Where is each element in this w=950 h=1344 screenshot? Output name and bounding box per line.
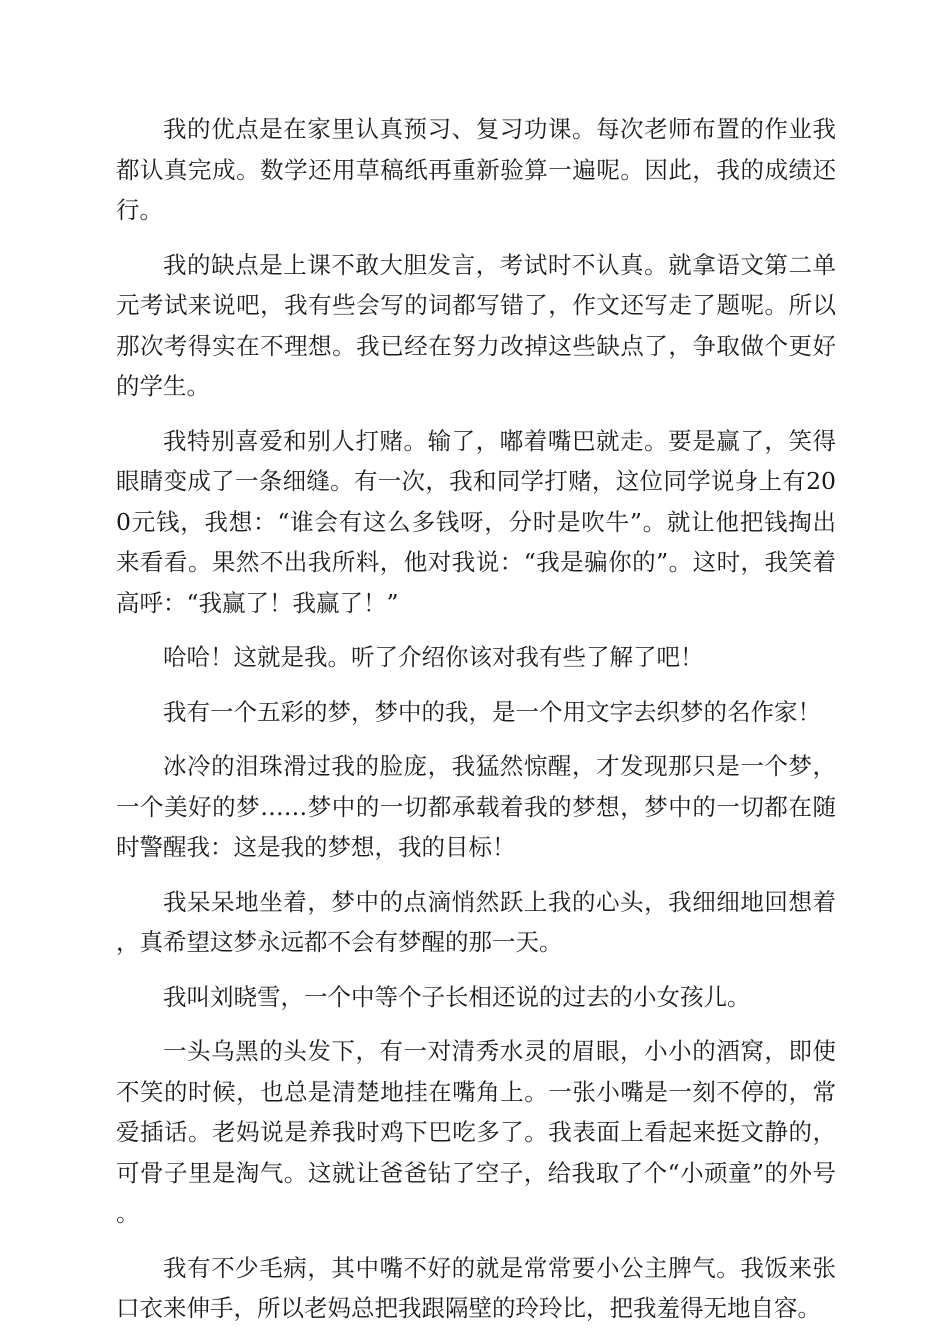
paragraph-dream: 我有一个五彩的梦，梦中的我，是一个用文字去织梦的名作家！ xyxy=(163,697,821,726)
paragraph-flaws: 我有不少毛病，其中嘴不好的就是常常要小公主脾气。我饭来张口衣来伸手，所以老妈总把我跟隔壁的玲玲比，把我羞得无地自容。 xyxy=(116,1253,836,1322)
paragraph-reminiscing: 我呆呆地坐着，梦中的点滴悄然跃上我的心头，我细细地回想着，真希望这梦永远都不会有梦醒的那一天。 xyxy=(116,887,836,956)
paragraph-waking: 冰冷的泪珠滑过我的脸庞，我猛然惊醒，才发现那只是一个梦，一个美好的梦……梦中的一切都承载着我的梦想，梦中的一切都在随时警醒我：这是我的梦想，我的目标！ xyxy=(116,752,836,861)
paragraph-this-is-me: 哈哈！这就是我。听了介绍你该对我有些了解了吧！ xyxy=(163,643,704,671)
paragraph-strengths: 我的优点是在家里认真预习、复习功课。每次老师布置的作业我都认真完成。数学还用草稿纸再重新验算一遍呢。因此，我的成绩还行。 xyxy=(116,115,836,224)
paragraph-weaknesses: 我的缺点是上课不敢大胆发言，考试时不认真。就拿语文第二单元考试来说吧，我有些会写的词都写错了，作文还写走了题呢。所以那次考得实在不理想。我已经在努力改掉这些缺点了，争取做个更好的学生。 xyxy=(116,250,836,400)
paragraph-betting: 我特别喜爱和别人打赌。输了，嘟着嘴巴就走。要是赢了，笑得眼睛变成了一条细缝。有一次，我和同学打赌，这位同学说身上有200元钱，我想：“谁会有这么多钱呀，分时是吹牛”。就让他把钱掏出来看看。果然不出我所料，他对我说：“我是骗你的”。这时，我笑着高呼：“我赢了！我赢了！” xyxy=(116,426,836,617)
paragraph-appearance: 一头乌黑的头发下，有一对清秀水灵的眉眼，小小的酒窝，即使不笑的时候，也总是清楚地挂在嘴角上。一张小嘴是一刻不停的，常爱插话。老妈说是养我时鸡下巴吃多了。我表面上看起来挺文静的，可骨子里是淘气。这就让爸爸钻了空子，给我取了个“小顽童”的外号。 xyxy=(116,1037,836,1227)
paragraph-introduction: 我叫刘晓雪，一个中等个子长相还说的过去的小女孩儿。 xyxy=(163,982,751,1011)
document-page xyxy=(116,109,836,1343)
